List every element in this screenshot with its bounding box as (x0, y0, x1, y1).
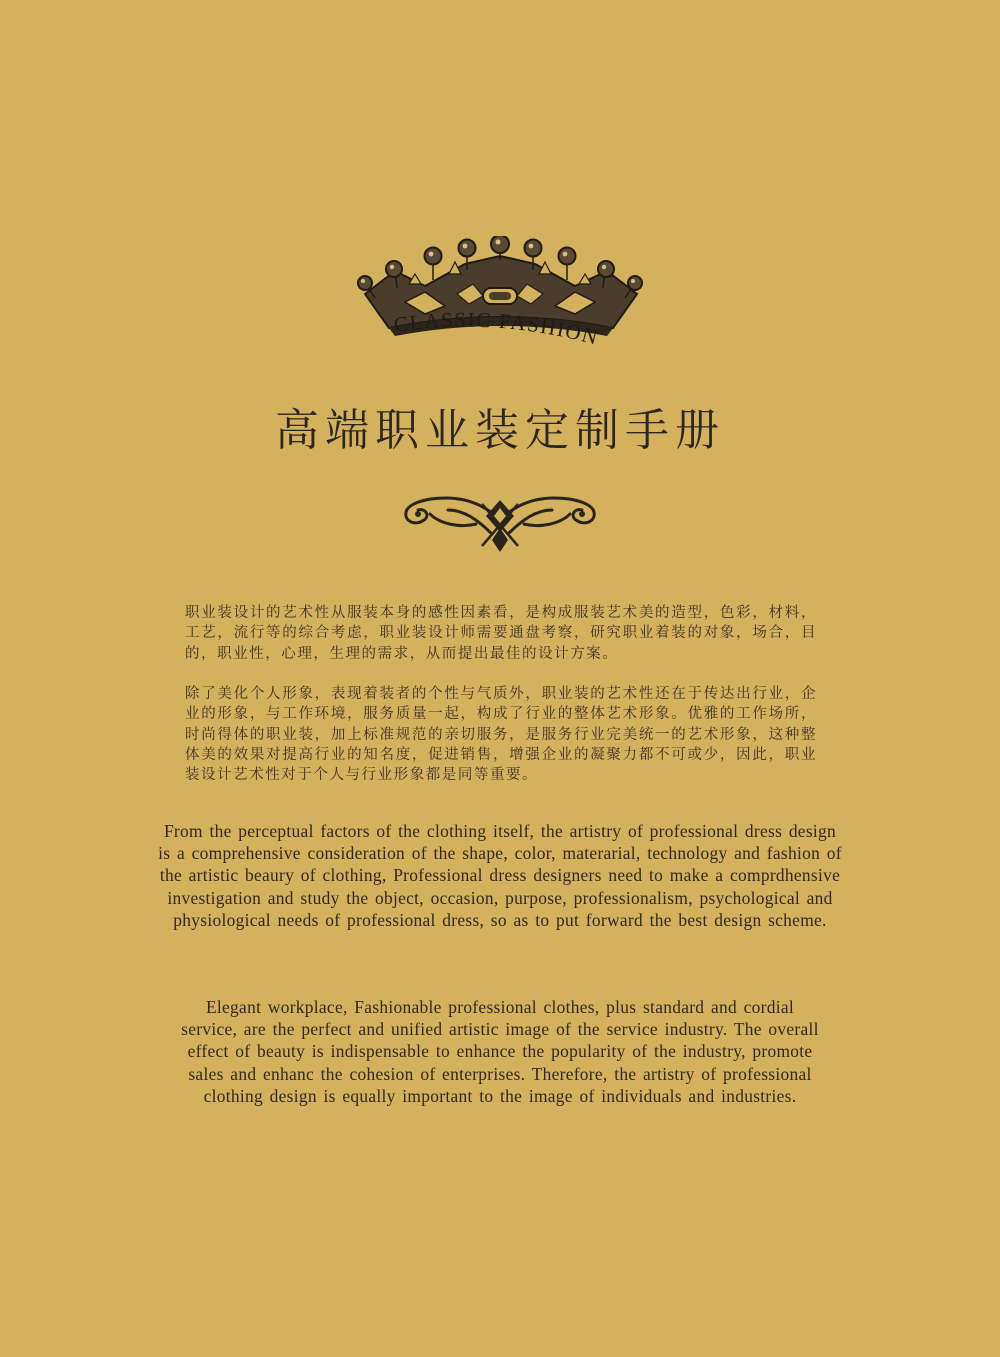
english-paragraph-1: From the perceptual factors of the clothing itself, the artistry of professional dress design is a comprehensive consideration of the shape, color, materarial, technology and fashion of the artistic beaury of clothing, Professional dress designers need to make a comprdhensive investigation and study the object, occasion, purpose, professionalism, psychological and physiological needs of professional dress, so as to put forward the best design scheme. (158, 821, 842, 930)
chinese-paragraph-1: 职业装设计的艺术性从服装本身的感性因素看，是构成服装艺术美的造型，色彩，材料，工艺，流行等的综合考虑，职业装设计师需要通盘考察，研究职业着装的对象，场合，目的，职业性，心理，生理的需求，从而提出最佳的设计方案。 (185, 605, 817, 662)
flourish-ornament-icon (400, 484, 600, 560)
english-paragraph-2: Elegant workplace, Fashionable professional clothes, plus standard and cordial service, are the perfect and unified artistic image of the service industry. The overall effect of beauty is indispensable to enhance the popularity of the industry, promote sales and enhanc the cohesion of enterprises. Therefore, the artistry of professional clothing design is equally important to the image of individuals and industries. (181, 997, 819, 1106)
chinese-paragraph-2: 除了美化个人形象，表现着装者的个性与气质外，职业装的艺术性还在于传达出行业，企业的形象，与工作环境，服务质量一起，构成了行业的整体艺术形象。优雅的工作场所，时尚得体的职业装，加上标准规范的亲切服务，是服务行业完美统一的艺术形象，这种整体美的效果对提高行业的知名度，促进销售，增强企业的凝聚力都不可或少，因此，职业装设计艺术性对于个人与行业形象都是同等重要。 (185, 686, 817, 784)
page-title: 高端职业装定制手册 (275, 405, 725, 456)
crown-icon (345, 236, 655, 361)
crown-logo (345, 236, 655, 361)
crown-logo-text: CLASSIC FASHION (392, 307, 602, 350)
